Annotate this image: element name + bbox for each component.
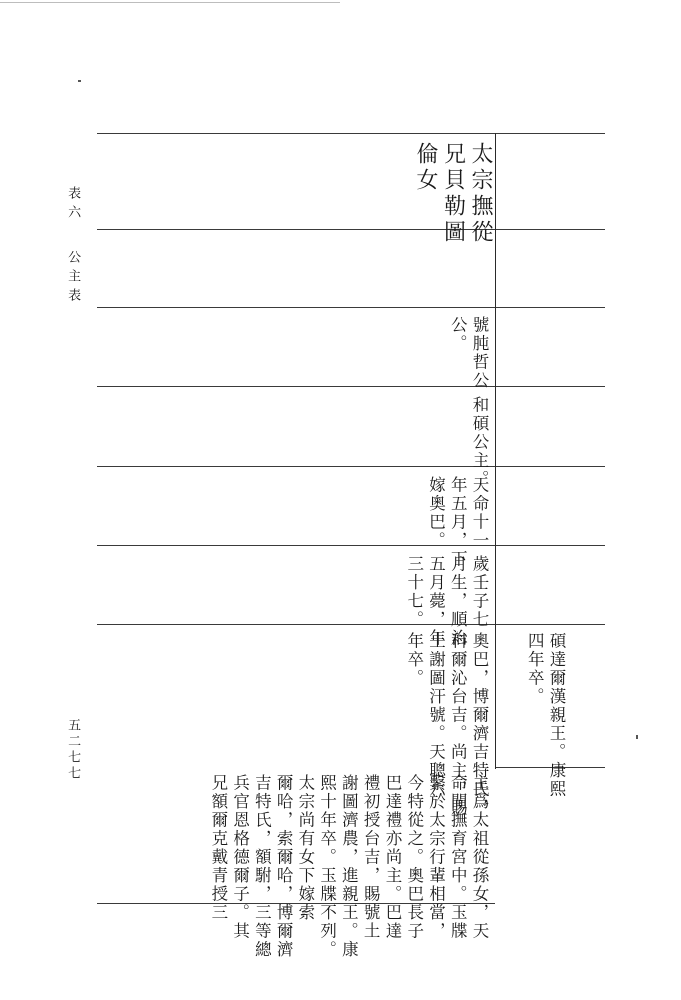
consort-lineage: 太宗撫從 兄貝勒圖 倫女	[413, 142, 493, 246]
row-rule	[495, 386, 605, 387]
page-number: 五二七七	[65, 718, 81, 782]
row-rule	[495, 229, 605, 230]
row-rule	[97, 466, 495, 467]
birth-death-record: 歲壬子七 月生，順治 五月薨，年 三十七。	[404, 555, 489, 648]
row-rule	[495, 545, 605, 546]
column-rule	[495, 133, 496, 769]
page-top-edge	[0, 2, 340, 3]
husband-record: 奧巴，博爾濟吉特氏， 科爾沁台吉。尚主，賜 土謝圖汗號。天聰六 年卒。	[404, 632, 489, 817]
princess-title: 和碩公主。	[470, 396, 489, 489]
husband-record-continued: 碩達爾漢親王。康熙 四年卒。	[525, 632, 566, 799]
row-rule	[495, 624, 605, 625]
row-rule	[495, 466, 605, 467]
row-rule	[495, 307, 605, 308]
row-rule	[495, 133, 605, 134]
row-rule	[97, 133, 495, 134]
row-rule	[97, 307, 495, 308]
annotation-text: 主爲太祖從孫女，天 命間撫育宮中。玉牒 繫於太宗行輩相當， 今特從之。奧巴長子 巴達禮亦尚主。巴達 禮初授台吉，賜號土 謝圖濟農，進親王。康 熙十年卒。玉牒不列。 太宗尚有女下嫁索 爾哈，索爾哈，博爾濟 吉特氏，額駙，三等總 兵官恩格德爾子。其 兄額爾克戴青授三	[208, 774, 489, 959]
marriage-date: 天命十一 年五月，下 嫁奧巴。	[426, 476, 489, 569]
speck	[78, 80, 81, 82]
row-rule	[97, 386, 495, 387]
title-honorific: 號肫哲公 公。	[448, 316, 489, 390]
speck	[636, 735, 638, 739]
table-label: 表六	[65, 186, 81, 224]
section-label: 公主表	[65, 250, 81, 307]
